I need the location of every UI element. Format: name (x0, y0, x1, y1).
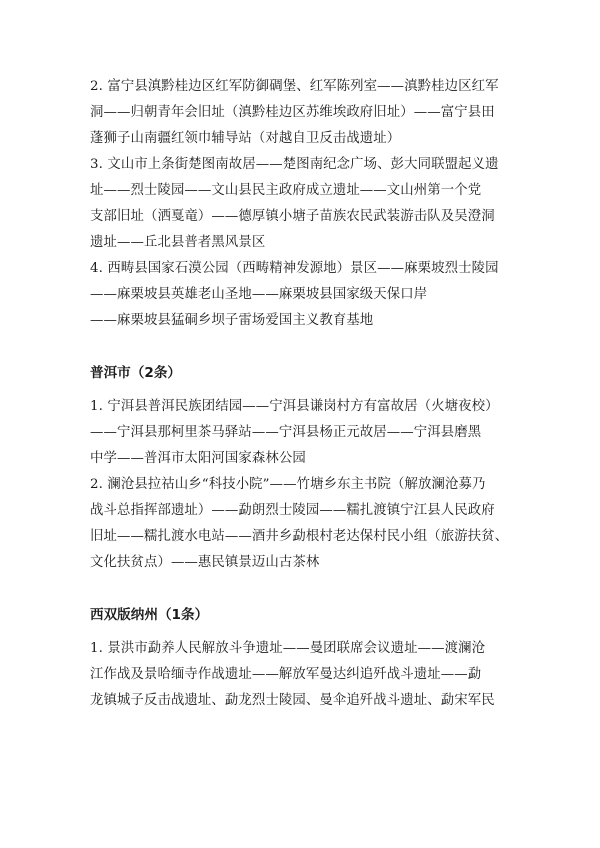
text-line: ——麻栗坡县猛硐乡坝子雷场爱国主义教育基地 (90, 313, 374, 328)
text-line: 2. 澜沧县拉祜山乡“科技小院”——竹塘乡东主书院（解放澜沧募乃 (90, 477, 486, 492)
text-line: 4. 西畴县国家石漠公园（西畴精神发源地）景区——麻栗坡烈士陵园 (90, 261, 499, 276)
section-heading: 西双版纳州（1条） (90, 607, 209, 623)
text-line: 3. 文山市上条街楚图南故居——楚图南纪念广场、彭大同联盟起义遗 (90, 157, 499, 172)
text-line: 蓬狮子山南疆红领巾辅导站（对越自卫反击战遗址） (90, 131, 401, 146)
text-line: 支部旧址（洒戛竜）——德厚镇小塘子苗族农民武装游击队及吴澄洞 (90, 209, 495, 224)
text-line: 江作战及景哈缅寺作战遗址——解放军曼达纠追歼战斗遗址——勐 (90, 667, 482, 682)
route-item-4 (90, 256, 520, 334)
route-item-2 (90, 74, 520, 152)
route-item-2 (90, 472, 520, 576)
text-line: ——麻栗坡县英雄老山圣地——麻栗坡县国家级天保口岸 (90, 287, 428, 302)
route-item-1 (90, 394, 520, 472)
section-heading: 普洱市（2条） (90, 365, 182, 381)
text-line: 2. 富宁县滇黔桂边区红军防御碉堡、红军陈列室——滇黔桂边区红军 (90, 79, 499, 94)
route-item-1 (90, 636, 520, 714)
section-puer (90, 360, 520, 576)
text-line: 旧址——糯扎渡水电站——酒井乡勐根村老达保村民小组（旅游扶贫、 (90, 529, 509, 544)
route-item-3 (90, 152, 520, 256)
document-page (90, 74, 520, 714)
text-line: 1. 景洪市勐养人民解放斗争遗址——曼团联席会议遗址——渡澜沧 (90, 641, 486, 656)
text-line: ——宁洱县那柯里茶马驿站——宁洱县杨正元故居——宁洱县磨黑 (90, 425, 482, 440)
text-line: 中学——普洱市太阳河国家森林公园 (90, 451, 306, 466)
text-line: 文化扶贫点）——惠民镇景迈山古茶林 (90, 555, 320, 570)
text-line: 龙镇城子反击战遗址、勐龙烈士陵园、曼伞追歼战斗遗址、勐宋军民 (90, 693, 495, 708)
text-line: 战斗总指挥部遗址）——勐朗烈士陵园——糯扎渡镇宁江县人民政府 (90, 503, 495, 518)
text-line: 遗址——丘北县普者黑风景区 (90, 235, 266, 250)
text-line: 洞——归朝青年会旧址（滇黔桂边区苏维埃政府旧址）——富宁县田 (90, 105, 495, 120)
section-continued (90, 74, 520, 334)
text-line: 1. 宁洱县普洱民族团结园——宁洱县谦岗村方有富故居（火塘夜校） (90, 399, 499, 414)
text-line: 址——烈士陵园——文山县民主政府成立遗址——文山州第一个党 (90, 183, 482, 198)
section-xishuangbanna (90, 602, 520, 714)
